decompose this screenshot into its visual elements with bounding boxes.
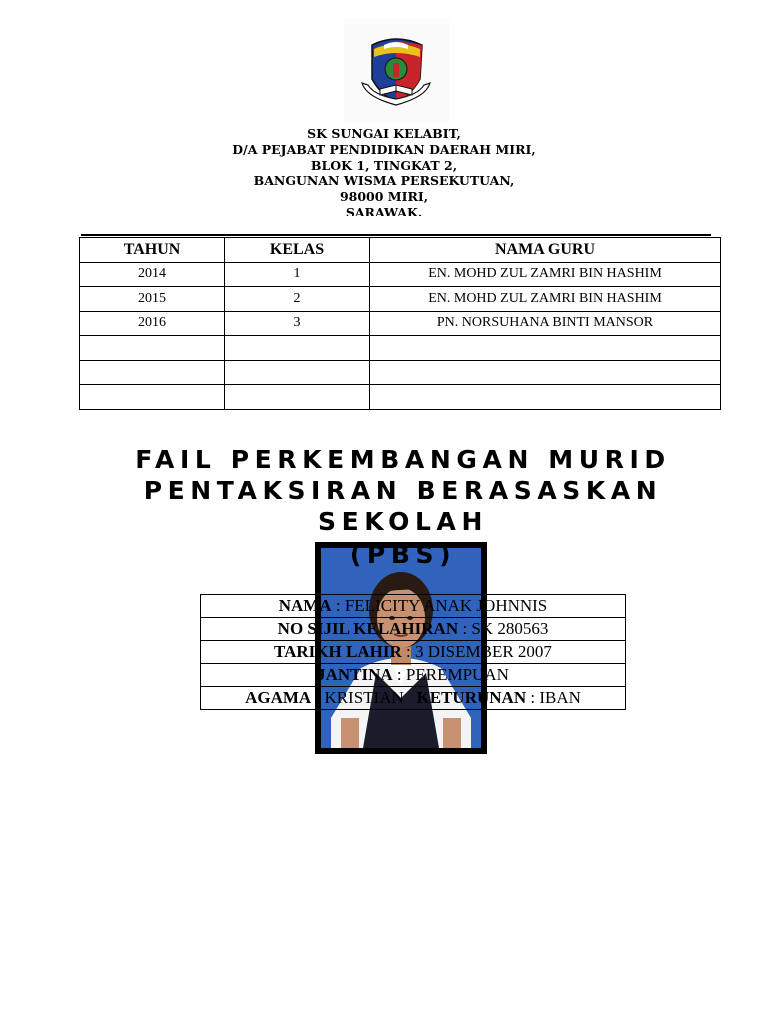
teacher-table [79, 237, 721, 410]
value-sijil: SK 280563 [471, 619, 549, 638]
title-line: SEKOLAH [318, 507, 488, 536]
cell-kelas: 3 [225, 311, 370, 336]
info-row [201, 595, 626, 618]
info-row [201, 687, 626, 710]
title-line: FAIL PERKEMBANGAN MURID [135, 445, 671, 474]
cell-guru: EN. MOHD ZUL ZAMRI BIN HASHIM [370, 262, 721, 287]
table-row [80, 336, 721, 361]
cell-tahun [80, 360, 225, 385]
info-row [201, 664, 626, 687]
school-crest-icon [344, 19, 449, 122]
header-divider [81, 234, 711, 236]
cell-guru: PN. NORSUHANA BINTI MANSOR [370, 311, 721, 336]
value-jantina: PEREMPUAN [405, 665, 509, 684]
cell-kelas: 2 [225, 287, 370, 312]
info-agama-keturunan: AGAMA : KRISTIAN KETURUNAN : IBAN [201, 687, 626, 710]
address-line: BLOK 1, TINGKAT 2, [310, 157, 458, 173]
title-line: PENTAKSIRAN BERASASKAN [143, 476, 663, 505]
value-tarikh-lahir: 3 DISEMBER 2007 [414, 642, 552, 661]
cell-kelas [225, 336, 370, 361]
info-tarikh-lahir: TARIKH LAHIR : 3 DISEMBER 2007 [201, 641, 626, 664]
header-tahun: TAHUN [80, 238, 225, 263]
school-logo [344, 19, 449, 122]
label-agama: AGAMA [245, 688, 312, 707]
header-nama-guru: NAMA GURU [370, 238, 721, 263]
cell-kelas [225, 385, 370, 410]
address-line: SK SUNGAI KELABIT, [307, 126, 461, 141]
label-sijil: NO SIJIL KELAHIRAN [277, 619, 459, 638]
cell-tahun: 2015 [80, 287, 225, 312]
title-abbreviation: (PBS) [349, 540, 457, 569]
address-line: D/A PEJABAT PENDIDIKAN DAERAH MIRI, [232, 141, 536, 157]
label-keturunan: KETURUNAN [416, 688, 527, 707]
cell-guru [370, 336, 721, 361]
table-row [80, 287, 721, 312]
cell-kelas [225, 360, 370, 385]
label-tarikh-lahir: TARIKH LAHIR [274, 642, 402, 661]
table-header-row [80, 238, 721, 263]
header-kelas: KELAS [225, 238, 370, 263]
table-row [80, 262, 721, 287]
address-line: 98000 MIRI, [339, 189, 429, 205]
value-keturunan: IBAN [539, 688, 581, 707]
address-line: BANGUNAN WISMA PERSEKUTUAN, [253, 173, 515, 189]
cell-guru [370, 360, 721, 385]
cell-guru [370, 385, 721, 410]
cell-kelas: 1 [225, 262, 370, 287]
document-title [0, 444, 768, 537]
student-info-table [200, 594, 626, 710]
info-row [201, 641, 626, 664]
label-jantina: JANTINA [317, 665, 393, 684]
info-row [201, 618, 626, 641]
school-address [0, 126, 768, 216]
value-nama: FELICITY ANAK JOHNNIS [344, 596, 548, 615]
cell-tahun [80, 385, 225, 410]
table-row [80, 360, 721, 385]
cell-guru: EN. MOHD ZUL ZAMRI BIN HASHIM [370, 287, 721, 312]
cell-tahun: 2016 [80, 311, 225, 336]
value-agama: KRISTIAN [324, 688, 404, 707]
info-sijil: NO SIJIL KELAHIRAN : SK 280563 [201, 618, 626, 641]
info-nama: NAMA : FELICITY ANAK JOHNNIS [201, 595, 626, 618]
cell-tahun: 2014 [80, 262, 225, 287]
info-jantina: JANTINA : PEREMPUAN [201, 664, 626, 687]
table-row [80, 385, 721, 410]
address-line: SARAWAK. [345, 204, 423, 216]
table-row [80, 311, 721, 336]
cell-tahun [80, 336, 225, 361]
label-nama: NAMA [278, 596, 332, 615]
